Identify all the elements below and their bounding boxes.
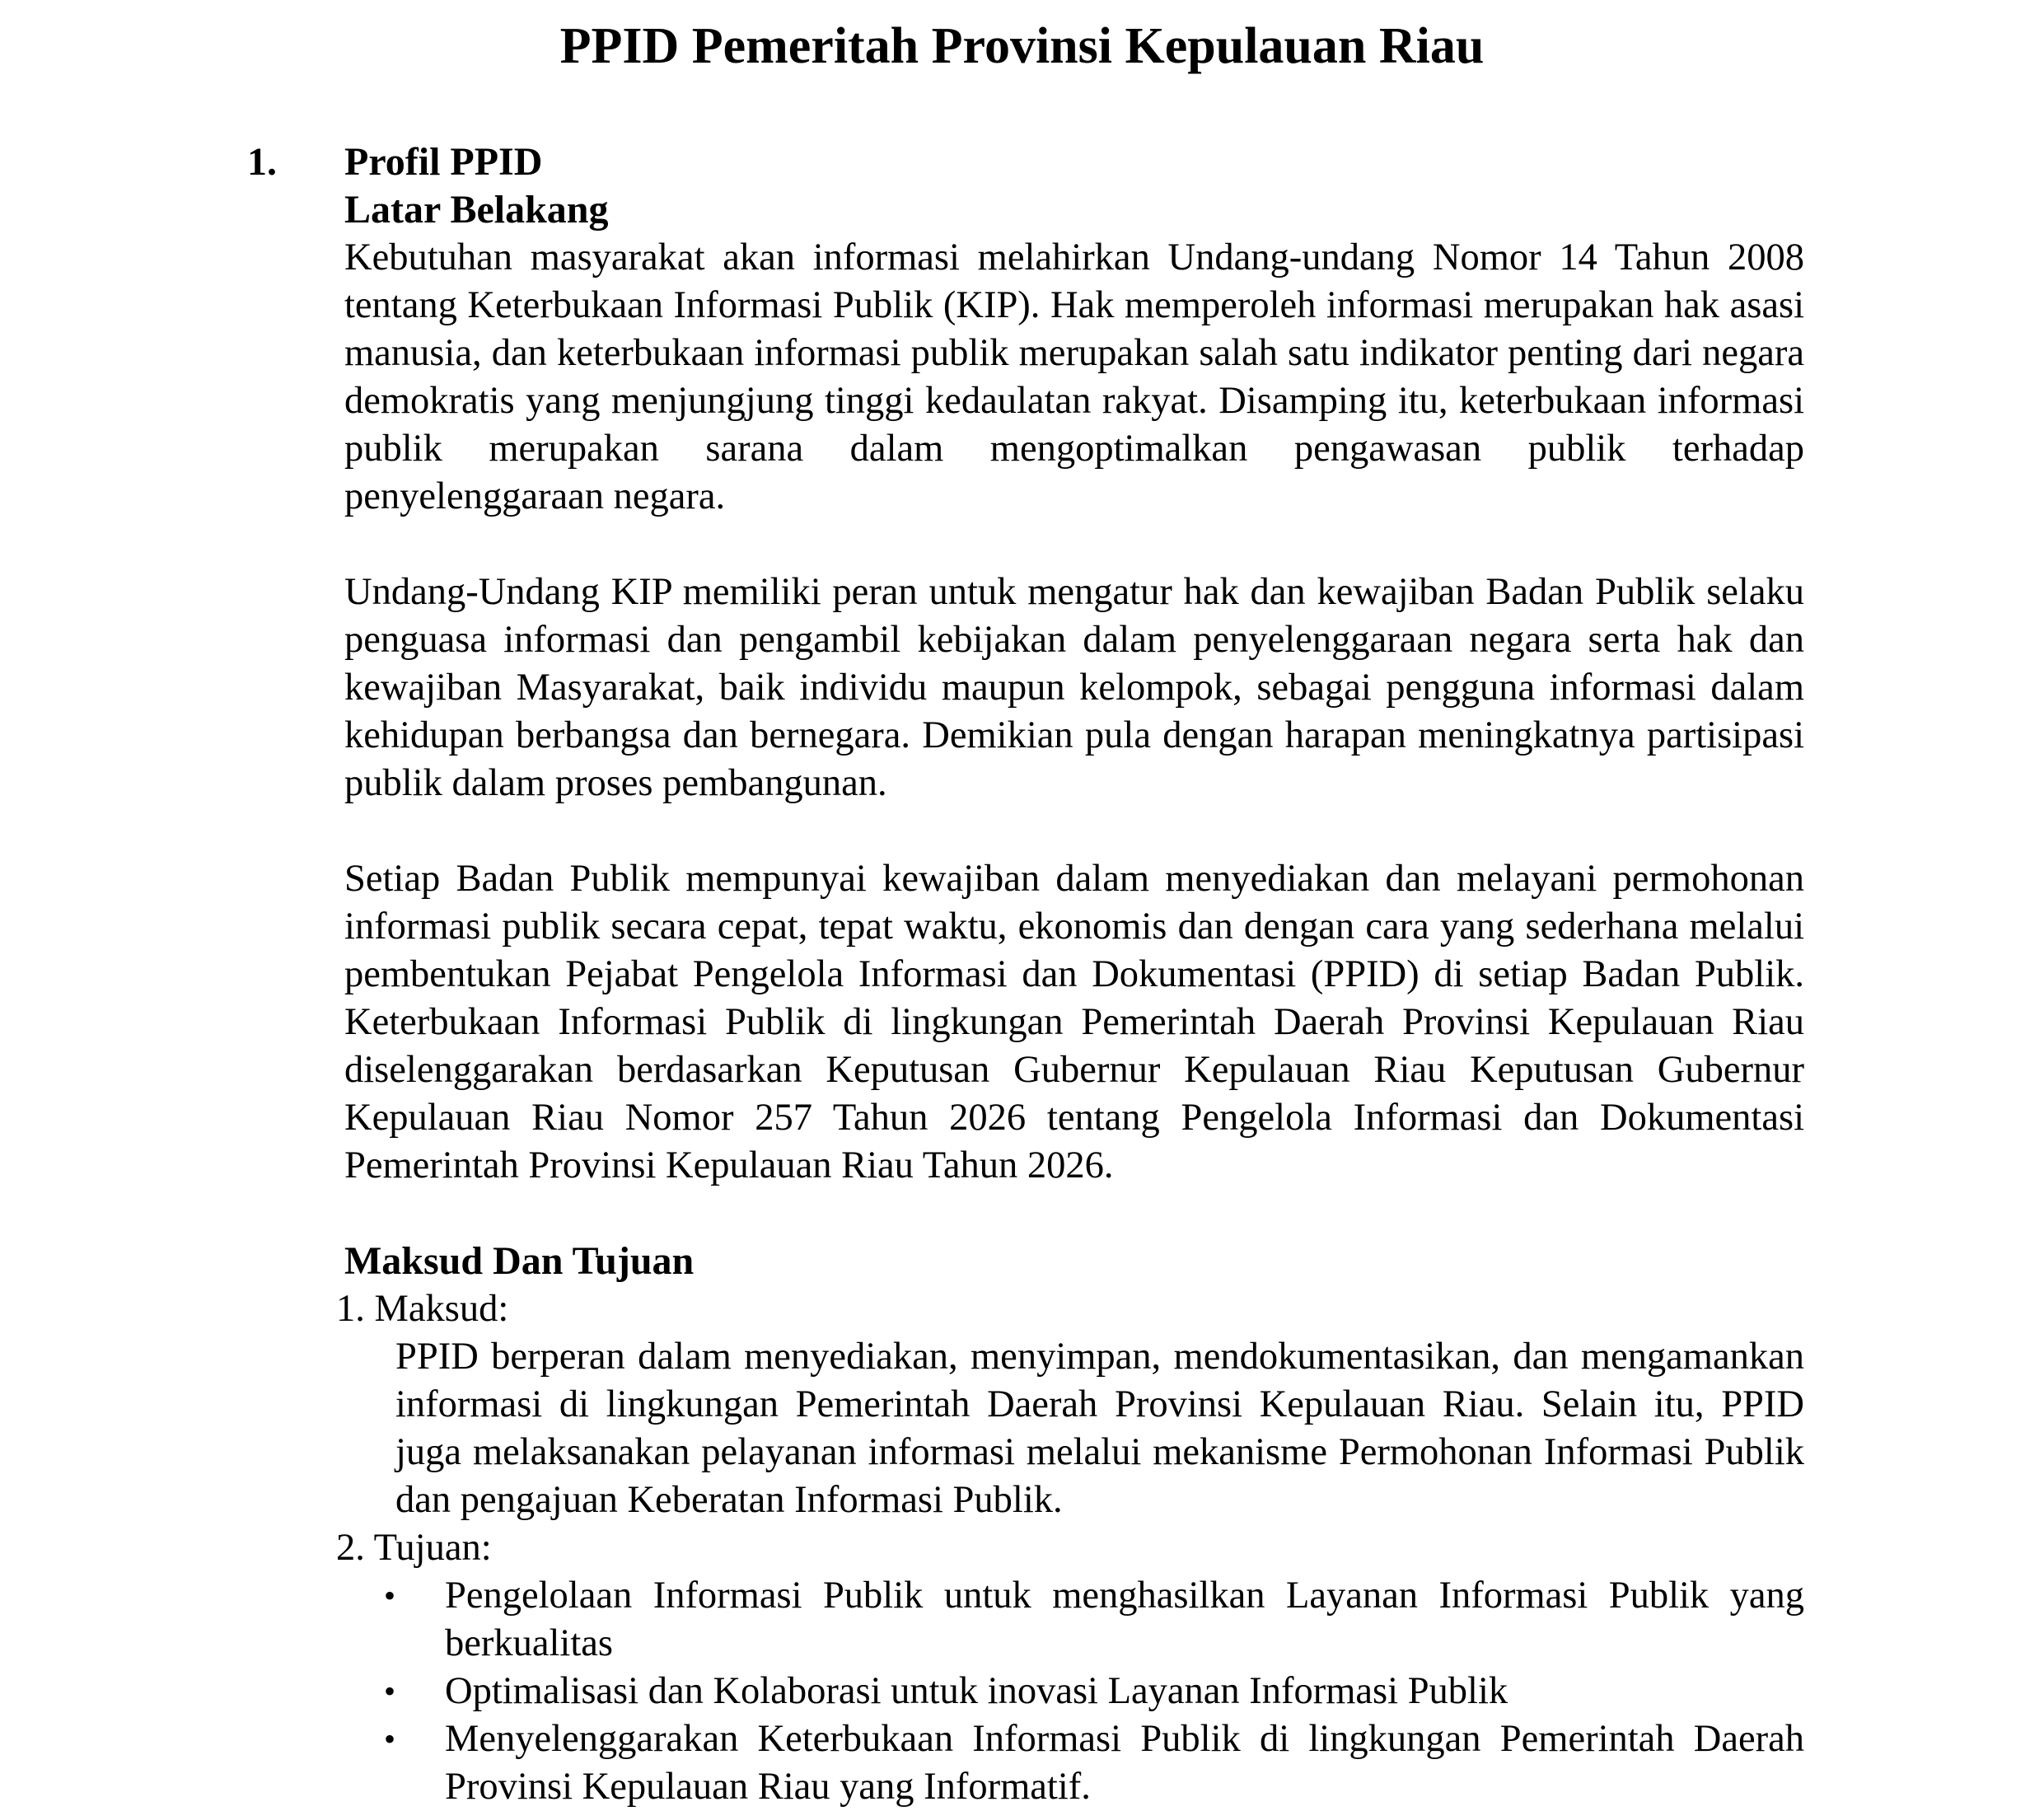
list-item xyxy=(344,1572,1804,1668)
section-number: 1. xyxy=(247,140,277,184)
document-title: PPID Pemeritah Provinsi Kepulauan Riau xyxy=(559,18,1485,74)
paragraph: Setiap Badan Publik mempunyai kewajiban dalam menyediakan dan melayani permohonan informasi publik secara cepat, tepat waktu, ekonomis dan dengan cara yang sederhana melalui pembentukan Pejabat Pengelola Informasi dan Dokumentasi (PPID) di setiap Badan Publik. Keterbukaan Informasi Publik di lingkungan Pemerintah Daerah Provinsi Kepulauan Riau diselenggarakan berdasarkan Keputusan Gubernur Kepulauan Riau Keputusan Gubernur Kepulauan Riau Nomor 257 Tahun 2026 tentang Pengelola Informasi dan Dokumentasi Pemerintah Provinsi Kepulauan Riau Tahun 2026. xyxy=(344,858,1804,1186)
subsection-heading-latar-belakang: Latar Belakang xyxy=(344,188,609,232)
list-item-text: Optimalisasi dan Kolaborasi untuk inovasi Layanan Informasi Publik xyxy=(445,1670,1508,1712)
tujuan-list xyxy=(344,1572,1804,1811)
subsection-heading-maksud-tujuan: Maksud Dan Tujuan xyxy=(344,1239,695,1283)
bullet-icon: • xyxy=(384,1577,396,1614)
paragraph: Kebutuhan masyarakat akan informasi melahirkan Undang-undang Nomor 14 Tahun 2008 tentang Keterbukaan Informasi Publik (KIP). Hak memperoleh informasi merupakan hak asasi manusia, dan keterbukaan informasi publik merupakan salah satu indikator penting dari negara demokratis yang menjungjung tinggi kedaulatan rakyat. Disamping itu, keterbukaan informasi publik merupakan sarana dalam mengoptimalkan pengawasan publik terhadap penyelenggaraan negara. xyxy=(344,236,1804,517)
bullet-icon: • xyxy=(384,1673,396,1710)
maksud-label: 1. Maksud: xyxy=(336,1288,509,1330)
section-heading: Profil PPID xyxy=(344,140,543,184)
list-item-text: Menyelenggarakan Keterbukaan Informasi Publik di lingkungan Pemerintah Daerah Provinsi Kepulauan Riau yang Informatif. xyxy=(445,1718,1804,1808)
tujuan-label: 2. Tujuan: xyxy=(336,1527,492,1569)
list-item-text: Pengelolaan Informasi Publik untuk menghasilkan Layanan Informasi Publik yang berkualitas xyxy=(445,1575,1804,1664)
section-content xyxy=(336,138,1804,1811)
paragraph: Undang-Undang KIP memiliki peran untuk mengatur hak dan kewajiban Badan Publik selaku penguasa informasi dan pengambil kebijakan dalam penyelenggaraan negara serta hak dan kewajiban Masyarakat, baik individu maupun kelompok, sebagai pengguna informasi dalam kehidupan berbangsa dan bernegara. Demikian pula dengan harapan meningkatnya partisipasi publik dalam proses pembangunan. xyxy=(344,571,1804,804)
bullet-icon: • xyxy=(384,1720,396,1757)
list-item xyxy=(344,1715,1804,1811)
maksud-text: PPID berperan dalam menyediakan, menyimpan, mendokumentasikan, dan mengamankan informasi di lingkungan Pemerintah Daerah Provinsi Kepulauan Riau. Selain itu, PPID juga melaksanakan pelayanan informasi melalui mekanisme Permohonan Informasi Publik dan pengajuan Keberatan Informasi Publik. xyxy=(395,1336,1804,1521)
list-item xyxy=(344,1668,1804,1715)
